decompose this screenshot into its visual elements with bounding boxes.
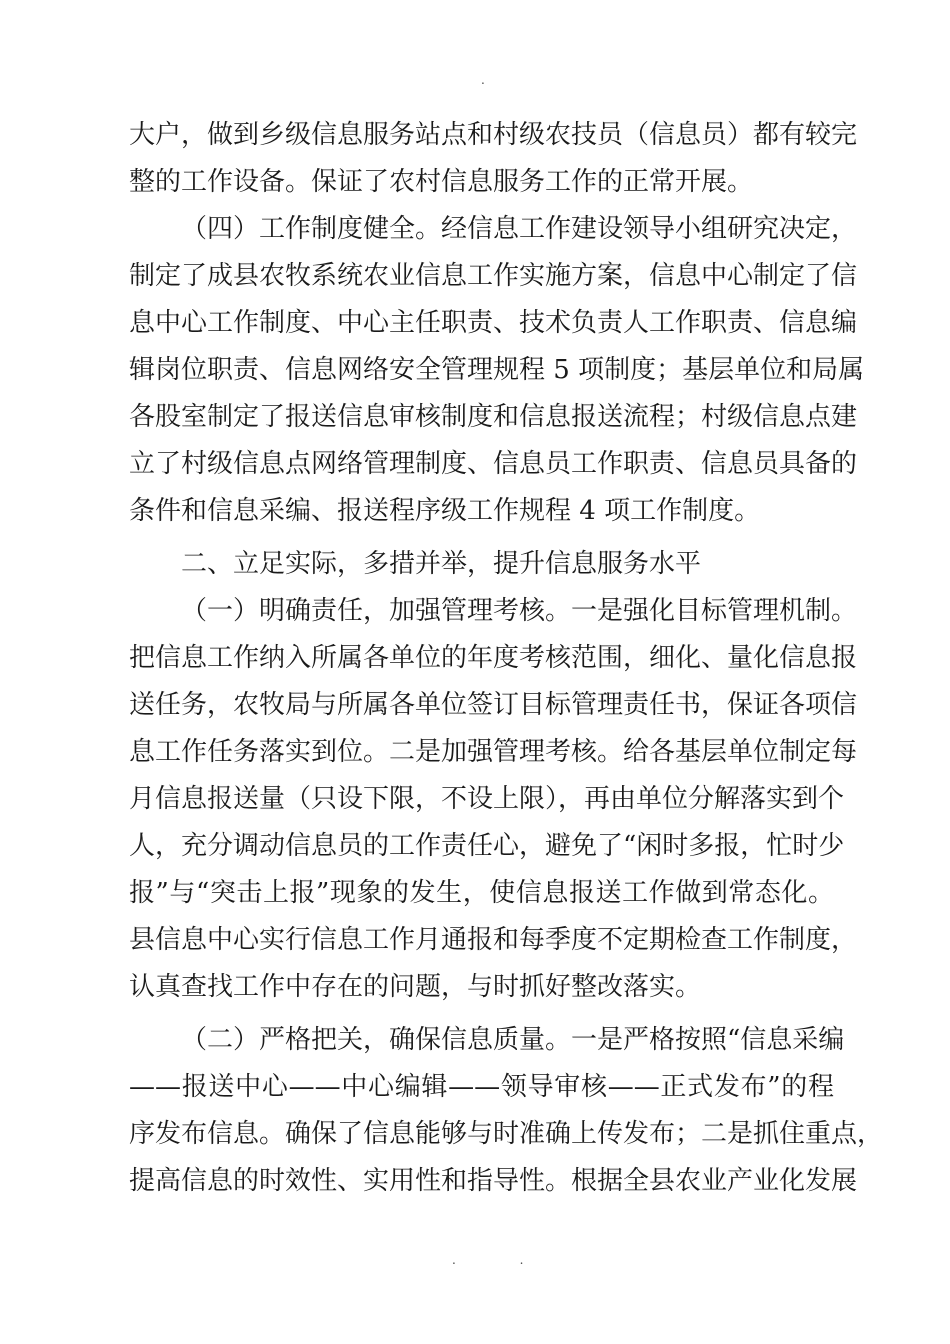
section-heading: 二、立足实际，多措并举，提升信息服务水平 xyxy=(181,549,702,579)
text-line: 辑岗位职责、信息网络安全管理规程 5 项制度；基层单位和局属 xyxy=(129,355,865,385)
text-line: 提高信息的时效性、实用性和指导性。根据全县农业产业化发展 xyxy=(129,1166,858,1196)
text-line: 月信息报送量（只设下限，不设上限），再由单位分解落实到个 xyxy=(129,784,845,814)
footer-dots: . . xyxy=(452,1253,554,1267)
text-line: 息中心工作制度、中心主任职责、技术负责人工作职责、信息编 xyxy=(129,308,858,338)
header-dot: . xyxy=(481,73,485,87)
text-line: （二）严格把关，确保信息质量。一是严格按照“信息采编 xyxy=(181,1025,845,1055)
text-line: 息工作任务落实到位。二是加强管理考核。给各基层单位制定每 xyxy=(129,737,858,767)
body-text xyxy=(129,112,884,1205)
text-line: 序发布信息。确保了信息能够与时准确上传发布；二是抓住重点， xyxy=(129,1119,884,1149)
text-line: 认真查找工作中存在的问题，与时抓好整改落实。 xyxy=(129,972,702,1002)
text-line: 人，充分调动信息员的工作责任心，避免了“闲时多报，忙时少 xyxy=(129,831,845,861)
text-line: 各股室制定了报送信息审核制度和信息报送流程；村级信息点建 xyxy=(129,402,858,432)
text-line: 报”与“突击上报”现象的发生，使信息报送工作做到常态化。 xyxy=(129,878,834,908)
text-line: 把信息工作纳入所属各单位的年度考核范围，细化、量化信息报 xyxy=(129,643,858,673)
text-line: 制定了成县农牧系统农业信息工作实施方案，信息中心制定了信 xyxy=(129,261,858,291)
text-line: 县信息中心实行信息工作月通报和每季度不定期检查工作制度， xyxy=(129,925,858,955)
text-line: 整的工作设备。保证了农村信息服务工作的正常开展。 xyxy=(129,167,754,197)
text-line: 立了村级信息点网络管理制度、信息员工作职责、信息员具备的 xyxy=(129,449,858,479)
text-line: 送任务，农牧局与所属各单位签订目标管理责任书，保证各项信 xyxy=(129,690,858,720)
text-line: 条件和信息采编、报送程序级工作规程 4 项工作制度。 xyxy=(129,496,761,526)
text-line: 大户，做到乡级信息服务站点和村级农技员（信息员）都有较完 xyxy=(129,120,858,150)
text-line: （一）明确责任，加强管理考核。一是强化目标管理机制。 xyxy=(181,596,858,626)
text-line: ——报送中心——中心编辑——领导审核——正式发布”的程 xyxy=(129,1072,834,1102)
text-line: （四）工作制度健全。经信息工作建设领导小组研究决定， xyxy=(181,214,858,244)
